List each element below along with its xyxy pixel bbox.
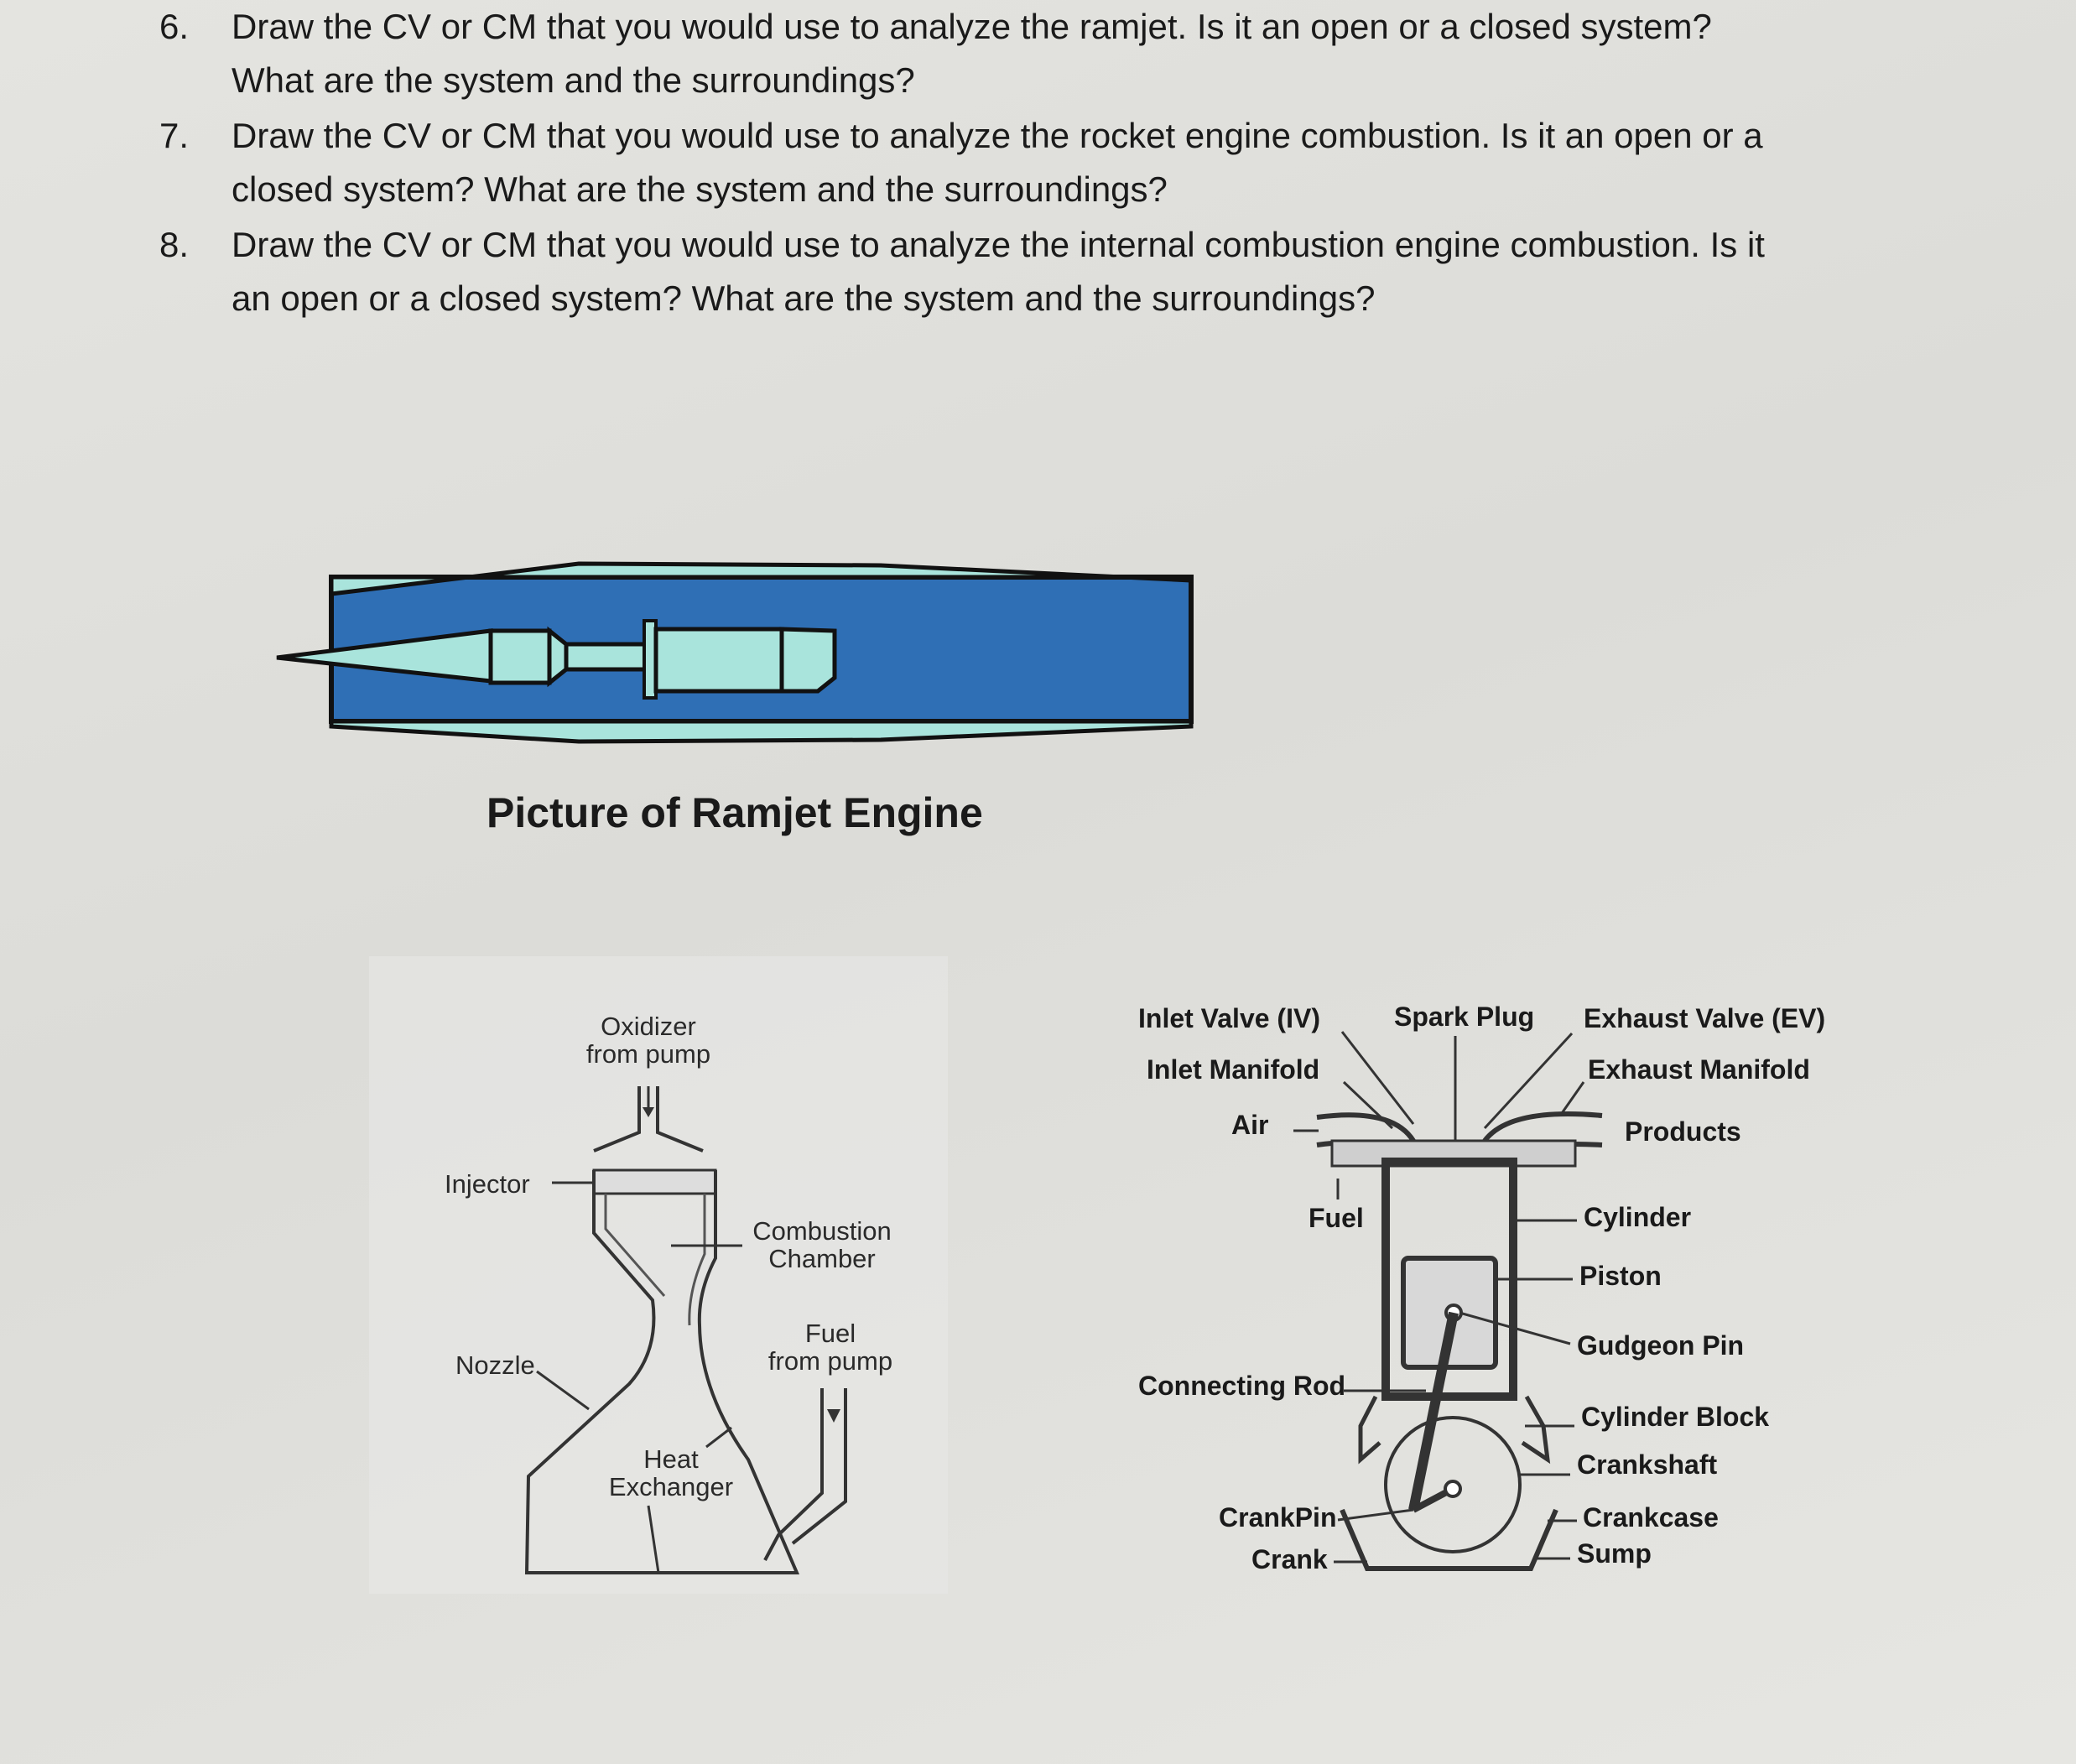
question-number: 8. [159, 225, 190, 264]
crankcase-sump [1342, 1510, 1556, 1569]
crank-pin [1445, 1481, 1460, 1496]
ramjet-diagram [277, 554, 1199, 755]
question-number: 7. [159, 116, 190, 155]
exhaust-manifold-label: Exhaust Manifold [1588, 1054, 1810, 1085]
exhaust-manifold-leader [1560, 1082, 1584, 1116]
crankpin-label: CrankPin [1219, 1502, 1337, 1532]
injector-label: Injector [445, 1169, 530, 1199]
fuel-pump-label-2: from pump [767, 1346, 893, 1376]
fuel-pump-label: Fuel [804, 1319, 856, 1348]
question-list [151, 0, 1912, 327]
question-text: Draw the CV or CM that you would use to analyze the rocket engine combustion. Is it an open or a closed system? What are the system and the surroundings? [232, 116, 1763, 209]
rocket-engine-diagram [369, 956, 956, 1594]
inlet-valve-leader [1342, 1032, 1413, 1124]
ramjet-combustor [656, 629, 782, 691]
sump-label: Sump [1577, 1538, 1652, 1569]
oxidizer-label-2: from pump [585, 1039, 711, 1069]
ramjet-combustor-end [782, 629, 835, 691]
cylinder-block-label: Cylinder Block [1581, 1402, 1770, 1432]
question-7 [151, 109, 1912, 216]
gudgeon-pin-label: Gudgeon Pin [1577, 1330, 1745, 1361]
heat-exchanger-label: Heat [643, 1444, 699, 1474]
ramjet-core-front [491, 631, 549, 683]
question-6 [151, 0, 1912, 107]
ramjet-caption: Picture of Ramjet Engine [486, 789, 983, 836]
fuel-label: Fuel [1309, 1203, 1364, 1233]
injector-plate [594, 1170, 715, 1194]
ic-engine-diagram [1124, 990, 1879, 1594]
connecting-rod-label: Connecting Rod [1138, 1371, 1346, 1401]
air-label: Air [1231, 1110, 1269, 1140]
inlet-manifold-label: Inlet Manifold [1147, 1054, 1320, 1085]
exhaust-valve-label: Exhaust Valve (EV) [1584, 1003, 1826, 1033]
question-text: Draw the CV or CM that you would use to analyze the internal combustion engine combustion. Is it an open or a closed system? What are the system and the surroundings? [232, 225, 1765, 318]
piston-label: Piston [1579, 1261, 1662, 1291]
ramjet-lower-cowl [331, 721, 1191, 742]
crankpin-leader [1338, 1510, 1413, 1520]
crank-label: Crank [1251, 1544, 1328, 1574]
heat-exchanger-label-2: Exchanger [608, 1472, 734, 1501]
oxidizer-label: Oxidizer [601, 1012, 696, 1041]
combustion-label: Combustion [752, 1216, 892, 1246]
ramjet-core-mid [566, 644, 650, 669]
question-number: 6. [159, 7, 190, 46]
cylinder-block-outline [1361, 1397, 1548, 1460]
cylinder-label: Cylinder [1584, 1202, 1692, 1232]
question-text: Draw the CV or CM that you would use to analyze the ramjet. Is it an open or a closed system? What are the system and the surroundings? [232, 7, 1712, 100]
spark-plug-label: Spark Plug [1394, 1002, 1535, 1032]
crankcase-label: Crankcase [1583, 1502, 1719, 1532]
question-8 [151, 218, 1912, 325]
nozzle-label: Nozzle [455, 1350, 535, 1380]
combustion-label-2: Chamber [768, 1244, 876, 1273]
inlet-valve-label: Inlet Valve (IV) [1138, 1003, 1320, 1033]
products-label: Products [1625, 1116, 1741, 1147]
crankshaft-label: Crankshaft [1577, 1449, 1718, 1480]
